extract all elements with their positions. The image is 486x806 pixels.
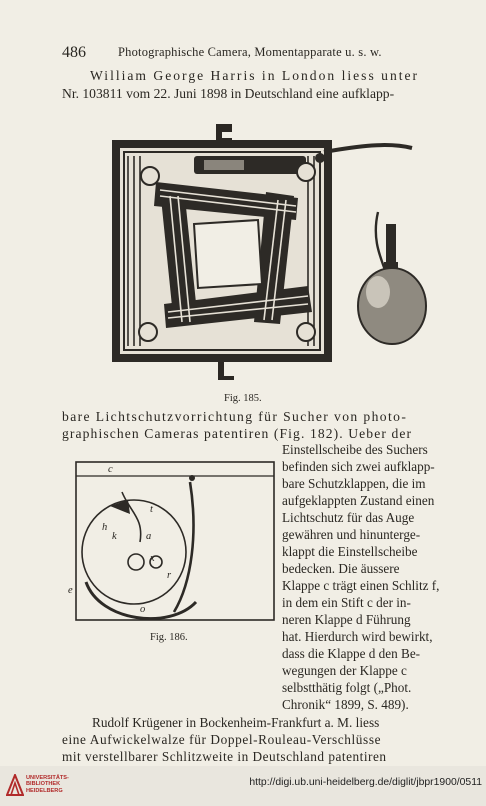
running-title: Photographische Camera, Momentapparate u. s. w. (118, 45, 382, 59)
fig186-label-t: t (150, 504, 153, 515)
library-line-3: HEIDELBERG (26, 787, 63, 794)
library-line-1: UNIVERSITÄTS- (26, 775, 69, 781)
figure-186-caption: Fig. 186. (150, 632, 188, 643)
wide-line-1: bare Lichtschutzvorrichtung für Sucher von photo- (62, 409, 408, 424)
wide-line-2: graphischen Cameras patentiren (Fig. 182). Ueber der (62, 426, 413, 441)
figure-185-caption: Fig. 185. (224, 393, 262, 404)
narrow-line-14: wegungen der Klappe c (282, 663, 407, 678)
fig186-label-a: a (146, 531, 152, 542)
fig186-label-c: c (108, 464, 113, 475)
narrow-line-15: selbstthätig folgt („Phot. (282, 680, 412, 695)
narrow-line-7: klappt die Einstellscheibe (282, 544, 418, 559)
narrow-line-16: Chronik“ 1899, S. 489). (282, 697, 409, 712)
narrow-line-4: aufgeklappten Zustand einen (282, 493, 435, 508)
library-name (26, 775, 69, 794)
bottom-line-1: Rudolf Krügener in Bockenheim-Frankfurt a. M. liess (92, 715, 380, 730)
source-url-link[interactable]: http://digi.ub.uni-heidelberg.de/diglit/jbpr1900/0511 (249, 777, 482, 788)
fig186-label-r: r (167, 570, 172, 581)
page-number: 486 (62, 44, 86, 61)
narrow-line-11: neren Klappe d Führung (282, 612, 411, 627)
library-line-2: BIBLIOTHEK (26, 781, 61, 788)
narrow-line-9: Klappe c trägt einen Schlitz f, (282, 578, 440, 593)
narrow-line-10: in dem ein Stift c der in- (282, 595, 411, 610)
narrow-line-1: Einstellscheibe des Suchers (282, 442, 428, 457)
narrow-line-3: bare Schutzklappen, die im (282, 476, 426, 491)
fig186-label-x: x (150, 553, 155, 564)
fig186-label-h: h (102, 522, 108, 533)
figure-185-illustration (108, 116, 438, 388)
fig186-label-o: o (140, 604, 146, 615)
narrow-line-13: dass die Klappe d den Be- (282, 646, 421, 661)
library-logo-icon (6, 774, 24, 796)
bottom-line-3: mit verstellbarer Schlitzweite in Deutschland patentiren (62, 749, 387, 764)
narrow-line-6: gewähren und hinunterge- (282, 527, 421, 542)
bottom-line-2: eine Aufwickelwalze für Doppel-Rouleau-Verschlüsse (62, 732, 382, 747)
intro-line-2: Nr. 103811 vom 22. Juni 1898 in Deutschland eine aufklapp- (62, 86, 395, 101)
fig186-label-e: e (68, 585, 73, 596)
figure-186-illustration (70, 452, 282, 634)
fig186-label-k: k (112, 531, 117, 542)
narrow-line-12: hat. Hierdurch wird bewirkt, (282, 629, 433, 644)
narrow-line-5: Lichtschutz für das Auge (282, 510, 415, 525)
narrow-line-8: bedecken. Die äussere (282, 561, 400, 576)
narrow-line-2: befinden sich zwei aufklapp- (282, 459, 435, 474)
intro-line-1: William George Harris in London liess unter (90, 68, 420, 83)
